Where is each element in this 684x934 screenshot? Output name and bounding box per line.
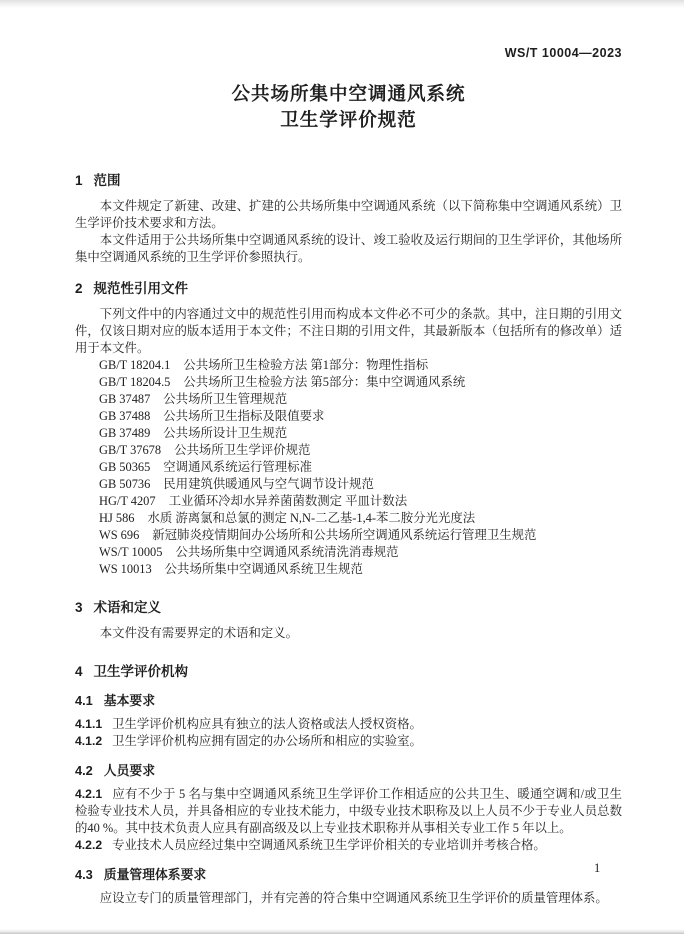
clause-number: 4.2.2 bbox=[75, 838, 103, 852]
title-line-2: 卫生学评价规范 bbox=[280, 109, 417, 130]
reference-code: GB 50365 bbox=[99, 460, 151, 474]
reference-item bbox=[75, 561, 622, 578]
clause-4-1-1 bbox=[75, 716, 622, 733]
section-number: 1 bbox=[75, 173, 83, 188]
clause-4-1-2 bbox=[75, 733, 622, 750]
section-number: 4.1 bbox=[75, 693, 93, 708]
document-title bbox=[75, 81, 622, 133]
section-1-paragraph-1: 本文件规定了新建、改建、扩建的公共场所集中空调通风系统（以下简称集中空调通风系统）卫生学评价技术要求和方法。 bbox=[75, 199, 622, 230]
reference-title: 公共场所卫生检验方法 第5部分：集中空调通风系统 bbox=[183, 375, 466, 389]
clause-text: 卫生学评价机构应具有独立的法人资格或法人授权资格。 bbox=[112, 717, 422, 731]
section-number: 4.2 bbox=[75, 763, 93, 778]
standard-number: WS/T 10004—2023 bbox=[504, 46, 622, 60]
section-4-1-heading bbox=[75, 692, 622, 709]
reference-item bbox=[75, 391, 622, 408]
section-4-3-paragraph-1: 应设立专门的质量管理部门，并有完善的符合集中空调通风系统卫生学评价的质量管理体系。 bbox=[99, 891, 608, 905]
section-1-paragraph-2: 本文件适用于公共场所集中空调通风系统的设计、竣工验收及运行期间的卫生学评价，其他场所集中空调通风系统的卫生学评价参照执行。 bbox=[75, 233, 622, 264]
reference-item bbox=[75, 544, 622, 561]
reference-title: 公共场所设计卫生规范 bbox=[163, 426, 288, 440]
section-title: 术语和定义 bbox=[93, 600, 162, 615]
clause-number: 4.1.1 bbox=[75, 717, 103, 731]
reference-title: 空调通风系统运行管理标准 bbox=[163, 460, 312, 474]
reference-code: HJ 586 bbox=[99, 511, 135, 525]
reference-item bbox=[75, 527, 622, 544]
clause-number: 4.1.2 bbox=[75, 734, 103, 748]
reference-code: GB/T 18204.1 bbox=[99, 358, 171, 372]
reference-title: 新冠肺炎疫情期间办公场所和公共场所空调通风系统运行管理卫生规范 bbox=[152, 528, 537, 542]
reference-item bbox=[75, 374, 622, 391]
reference-code: WS/T 10005 bbox=[99, 545, 163, 559]
reference-code: GB/T 37678 bbox=[99, 443, 162, 457]
section-number: 2 bbox=[75, 281, 83, 296]
section-title: 规范性引用文件 bbox=[93, 281, 189, 296]
reference-item bbox=[75, 442, 622, 459]
title-line-1: 公共场所集中空调通风系统 bbox=[231, 83, 466, 104]
section-1-heading bbox=[75, 172, 622, 189]
clause-text: 专业技术人员应经过集中空调通风系统卫生学评价相关的专业培训并考核合格。 bbox=[112, 838, 546, 852]
reference-title: 公共场所卫生学评价规范 bbox=[174, 443, 311, 457]
section-title: 基本要求 bbox=[103, 693, 155, 708]
reference-code: GB 50736 bbox=[99, 477, 151, 491]
reference-item bbox=[75, 425, 622, 442]
reference-title: 公共场所集中空调通风系统清洗消毒规范 bbox=[175, 545, 399, 559]
reference-item bbox=[75, 408, 622, 425]
section-4-heading bbox=[75, 663, 622, 680]
section-3-paragraph-1: 本文件没有需要界定的术语和定义。 bbox=[99, 626, 299, 640]
reference-item bbox=[75, 459, 622, 476]
section-title: 卫生学评价机构 bbox=[93, 664, 189, 679]
reference-code: HG/T 4207 bbox=[99, 494, 156, 508]
clause-text: 应有不少于 5 名与集中空调通风系统卫生学评价工作相适应的公共卫生、暖通空调和/或卫生检验专业技术人员，并具备相应的专业技术能力，中级专业技术职称及以上人员不少于专业人员总数的40 %。其中技术负责人应具有副高级及以上专业技术职称并从事相关专业工作 5 年以上。 bbox=[75, 787, 622, 835]
section-4-3-heading bbox=[75, 866, 622, 883]
section-title: 人员要求 bbox=[103, 763, 155, 778]
section-2-intro: 下列文件中的内容通过文中的规范性引用而构成本文件必不可少的条款。其中，注日期的引用文件，仅该日期对应的版本适用于本文件；不注日期的引用文件，其最新版本（包括所有的修改单）适用于本文件。 bbox=[75, 307, 622, 355]
reference-item bbox=[75, 510, 622, 527]
reference-item bbox=[75, 476, 622, 493]
reference-code: GB 37489 bbox=[99, 426, 151, 440]
reference-title: 公共场所卫生检验方法 第1部分：物理性指标 bbox=[183, 358, 429, 372]
reference-title: 公共场所集中空调通风系统卫生规范 bbox=[164, 562, 363, 576]
clause-4-2-2 bbox=[75, 837, 622, 854]
reference-code: WS 696 bbox=[99, 528, 140, 542]
reference-code: GB 37487 bbox=[99, 392, 151, 406]
reference-code: GB 37488 bbox=[99, 409, 151, 423]
reference-title: 水质 游离氯和总氯的测定 N,N-二乙基-1,4-苯二胺分光光度法 bbox=[147, 511, 476, 525]
reference-title: 民用建筑供暖通风与空气调节设计规范 bbox=[163, 477, 374, 491]
reference-title: 工业循环冷却水异养菌菌数测定 平皿计数法 bbox=[168, 494, 408, 508]
clause-4-2-1 bbox=[75, 786, 622, 837]
reference-item bbox=[75, 357, 622, 374]
section-title: 范围 bbox=[93, 173, 121, 188]
clause-text: 卫生学评价机构应拥有固定的办公场所和相应的实验室。 bbox=[112, 734, 422, 748]
section-3-heading bbox=[75, 599, 622, 616]
page-number: 1 bbox=[594, 861, 601, 875]
references-list bbox=[75, 357, 622, 578]
section-number: 3 bbox=[75, 600, 83, 615]
clause-number: 4.2.1 bbox=[75, 787, 103, 801]
scan-edge-bottom bbox=[0, 929, 684, 934]
section-4-2-heading bbox=[75, 762, 622, 779]
reference-code: WS 10013 bbox=[99, 562, 152, 576]
reference-code: GB/T 18204.5 bbox=[99, 375, 171, 389]
page-content bbox=[75, 0, 622, 907]
reference-item bbox=[75, 493, 622, 510]
reference-title: 公共场所卫生指标及限值要求 bbox=[163, 409, 325, 423]
section-title: 质量管理体系要求 bbox=[103, 867, 207, 882]
section-2-heading bbox=[75, 280, 622, 297]
section-number: 4 bbox=[75, 664, 83, 679]
reference-title: 公共场所卫生管理规范 bbox=[163, 392, 288, 406]
section-number: 4.3 bbox=[75, 867, 93, 882]
